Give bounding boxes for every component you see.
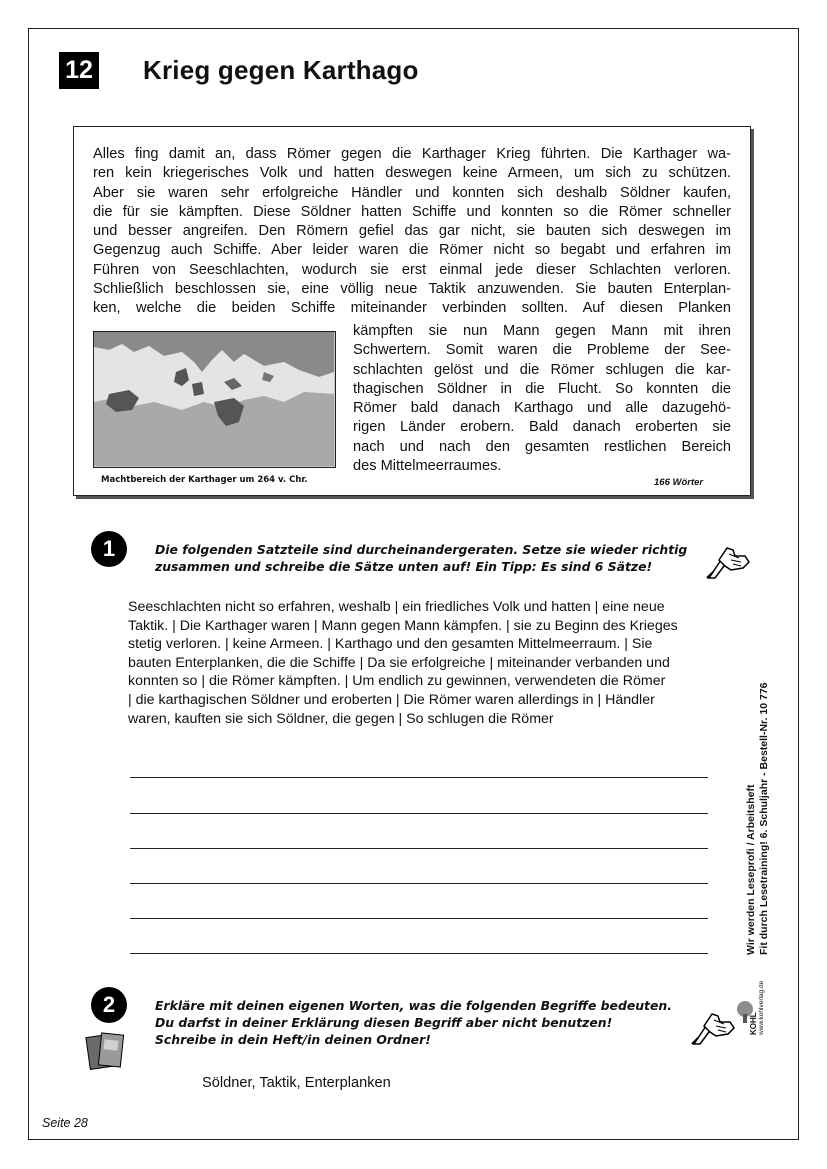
answer-line-6[interactable] bbox=[130, 953, 708, 954]
instruction-line: Die folgenden Satzteile sind durcheinandergeraten. Setze sie wieder richtig bbox=[155, 542, 688, 557]
answer-line-5[interactable] bbox=[130, 918, 708, 919]
pieces-line: Taktik. | Die Karthager waren | Mann gegen Mann kämpfen. | sie zu Beginn des Krieges bbox=[128, 617, 678, 634]
answer-line-4[interactable] bbox=[130, 883, 708, 884]
story-line: Aber sie waren sehr erfolgreiche Händler und konnten sich deshalb Söldner kaufen, bbox=[93, 184, 731, 201]
story-line: und besser angreifen. Den Römern gefiel das gar nicht, sie bauten sich deswegen im bbox=[93, 223, 731, 240]
instruction-line: zusammen und schreibe die Sätze unten auf! Ein Tipp: Es sind 6 Sätze! bbox=[155, 559, 653, 574]
writing-hand-icon bbox=[705, 542, 753, 580]
story-line: ren kein kriegerisches Volk und hatten deswegen keine Armeen, um sich zu schützen. bbox=[93, 165, 731, 182]
instruction-line: Schreibe in dein Heft/in deinen Ordner! bbox=[155, 1032, 431, 1047]
map-image bbox=[93, 331, 336, 468]
pieces-line: waren, kauften sie sich Söldner, die gegen | So schlugen die Römer bbox=[128, 710, 554, 727]
story-text bbox=[93, 145, 731, 319]
side-imprint-line-2: Fit durch Lesetraining! 6. Schuljahr - Bestell-Nr. 10 776 bbox=[758, 682, 770, 955]
story-line: Alles fing damit an, dass Römer gegen die Karthager Krieg führten. Die Karthager wa- bbox=[93, 146, 731, 162]
chapter-number: 12 bbox=[59, 52, 99, 89]
map-caption: Machtbereich der Karthager um 264 v. Chr. bbox=[101, 475, 308, 485]
books-icon bbox=[84, 1030, 128, 1074]
pieces-line: bauten Enterplanken, die die Schiffe | Da sie erfolgreiche | miteinander verbanden und bbox=[128, 654, 670, 671]
writing-hand-icon bbox=[690, 1008, 738, 1046]
task-2-instruction bbox=[155, 997, 672, 1048]
story-line: Schließlich beschlossen sie, eine völlig neue Taktik anzuwenden. Sie bauten Enterplan- bbox=[93, 281, 731, 298]
side-imprint-line-1: Wir werden Leseprofi / Arbeitsheft bbox=[745, 784, 757, 955]
pieces-line: stetig verloren. | keine Armeen. | Karthago und den gesamten Mittelmeerraum. | Sie bbox=[128, 636, 653, 653]
story-line: kämpften sie nun Mann gegen Mann mit ihren bbox=[353, 323, 731, 339]
story-line: Führen von Seeschlachten, wodurch sie erst einmal jede dieser Schlachten verloren. bbox=[93, 261, 731, 278]
instruction-line: Erkläre mit deinen eigenen Worten, was die folgenden Begriffe bedeuten. bbox=[155, 998, 672, 1013]
story-line: die für sie kämpften. Diese Söldner hatten Schiffe und konnten so die Römer schneller bbox=[93, 203, 731, 220]
task-2-terms: Söldner, Taktik, Enterplanken bbox=[202, 1075, 391, 1091]
sentence-pieces bbox=[128, 598, 728, 728]
story-line: thagischen Söldner in die Flucht. So konnten die bbox=[353, 380, 731, 397]
page-title: Krieg gegen Karthago bbox=[143, 55, 419, 85]
story-line: des Mittelmeerraumes. bbox=[353, 458, 502, 475]
story-line: Schwertern. Somit waren die Probleme der See- bbox=[353, 342, 731, 359]
story-line: Römer bald danach Karthago und alle dazugehö- bbox=[353, 400, 731, 417]
story-text-right bbox=[353, 322, 731, 476]
mediterranean-map bbox=[94, 332, 334, 466]
story-box bbox=[73, 126, 751, 496]
instruction-line: Du darfst in deiner Erklärung diesen Begriff aber nicht benutzen! bbox=[155, 1015, 613, 1030]
publisher-name: KOHL bbox=[749, 1012, 758, 1035]
pieces-line: | die karthagischen Söldner und eroberten | Die Römer waren allerdings in | Händler bbox=[128, 691, 655, 708]
story-line: schlachten gelöst und die Römer schlugen die kar- bbox=[353, 361, 731, 378]
page-number: Seite 28 bbox=[42, 1116, 88, 1130]
word-count: 166 Wörter bbox=[654, 477, 704, 488]
task-1-number: 1 bbox=[91, 531, 127, 567]
answer-line-1[interactable] bbox=[130, 777, 708, 778]
side-imprint bbox=[745, 635, 785, 955]
publisher-url: www.kohlverlag.de bbox=[758, 980, 765, 1035]
story-line: Gegenzug auch Schiffe. Aber leider waren die Römer nicht so begabt und erfahren im bbox=[93, 242, 731, 259]
pieces-line: Seeschlachten nicht so erfahren, weshalb | ein friedliches Volk und hatten | eine neue bbox=[128, 599, 665, 615]
story-line: ken, welche die beiden Schiffe miteinander verbinden sollten. Auf diesen Planken bbox=[93, 300, 731, 317]
story-line: nach und nach den gesamten restlichen Bereich bbox=[353, 438, 731, 455]
task-1-instruction bbox=[155, 541, 687, 575]
task-2-number: 2 bbox=[91, 987, 127, 1023]
publisher-logo bbox=[750, 925, 790, 1035]
answer-line-3[interactable] bbox=[130, 848, 708, 849]
story-line: rigen Länder erobern. Bald danach eroberten sie bbox=[353, 419, 731, 436]
pieces-line: konnten so | die Römer kämpften. | Um endlich zu gewinnen, verwendeten die Römer bbox=[128, 673, 666, 690]
answer-line-2[interactable] bbox=[130, 813, 708, 814]
